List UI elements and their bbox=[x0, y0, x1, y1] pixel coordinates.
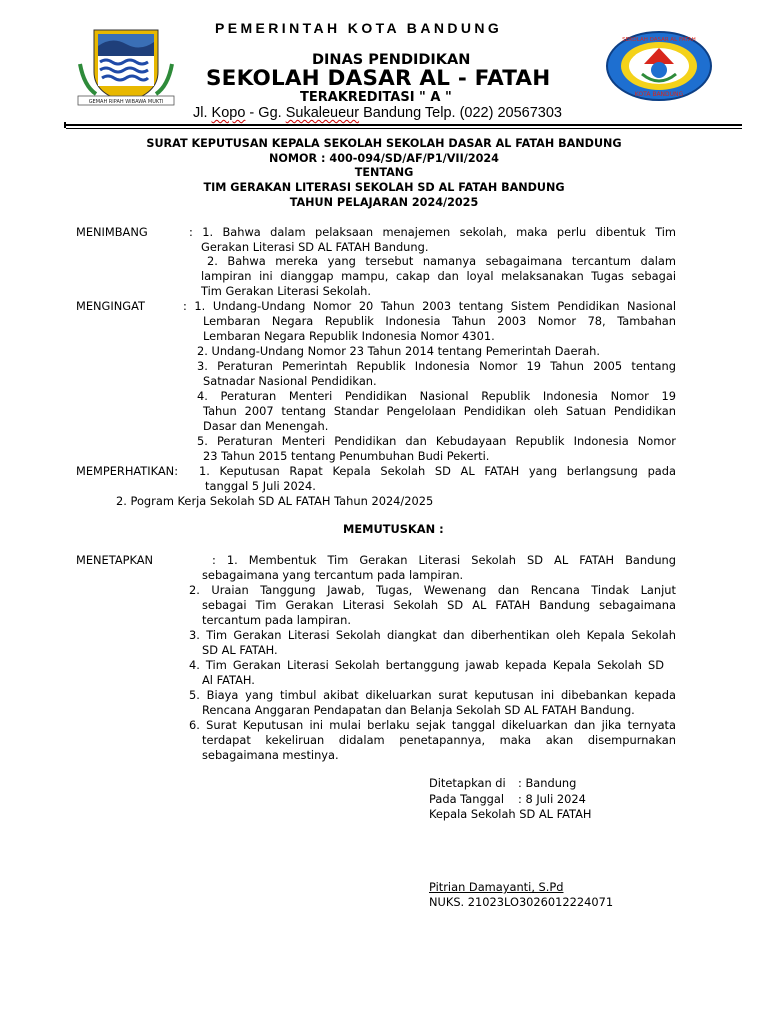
badge-city-text: KOTA BANDUNG bbox=[634, 91, 684, 98]
government-name: PEMERINTAH KOTA BANDUNG bbox=[215, 20, 503, 36]
menetapkan-item-1-cont: sebagaimana yang tercantum pada lampiran. bbox=[202, 568, 464, 582]
mengingat-item-4-cont: Tahun 2007 tentang Standar Pengelolaan Pendidikan oleh Satuan Pendidikan bbox=[203, 404, 676, 418]
mengingat-item-4-end: Dasar dan Menengah. bbox=[203, 419, 329, 433]
school-badge-logo bbox=[604, 30, 714, 102]
spellcheck-flag: Sukaleueur bbox=[285, 105, 360, 121]
menetapkan-item-2: 2. Uraian Tanggung Jawab, Tugas, Wewenang dan Rencana Tindak Lanjut bbox=[189, 583, 676, 597]
menetapkan-item-6-end: sebagaimana mestinya. bbox=[202, 748, 339, 762]
mengingat-item-1-cont: Lembaran Negara Republik Indonesia Tahun 2003 Nomor 78, Tambahan bbox=[203, 314, 676, 328]
menimbang-label: MENIMBANG bbox=[76, 225, 148, 239]
mengingat-label: MENGINGAT bbox=[76, 299, 145, 313]
menetapkan-label: MENETAPKAN bbox=[76, 553, 154, 567]
menetapkan-item-3-cont: SD AL FATAH. bbox=[202, 643, 278, 657]
mengingat-item-4: 4. Peraturan Menteri Pendidikan Nasional Republik Indonesia Nomor 19 bbox=[197, 389, 676, 403]
spellcheck-flag: Kopo bbox=[211, 105, 246, 121]
signatory-nuks: NUKS. 21023LO3026012224071 bbox=[429, 895, 614, 909]
mengingat-item-5: 5. Peraturan Menteri Pendidikan dan Kebudayaan Republik Indonesia Nomor bbox=[197, 434, 676, 448]
menetapkan-item-2-end: tercantum pada lampiran. bbox=[202, 613, 351, 627]
memutuskan-heading: MEMUTUSKAN : bbox=[343, 522, 444, 536]
menetapkan-item-2-cont: sebagai Tim Gerakan Literasi Sekolah SD AL FATAH Bandung sebagaimana bbox=[202, 598, 676, 612]
menetapkan-item-1: : 1. Membentuk Tim Gerakan Literasi Sekolah SD AL FATAH Bandung bbox=[212, 553, 676, 567]
mengingat-item-2: 2. Undang-Undang Nomor 23 Tahun 2014 tentang Pemerintah Daerah. bbox=[197, 344, 600, 358]
agency-name: DINAS PENDIDIKAN bbox=[312, 52, 471, 68]
memperhatikan-item-1: 1. Keputusan Rapat Kepala Sekolah SD AL FATAH yang berlangsung pada bbox=[199, 464, 676, 478]
decree-title: SURAT KEPUTUSAN KEPALA SEKOLAH SEKOLAH DASAR AL FATAH BANDUNG bbox=[146, 137, 622, 150]
decree-number: NOMOR : 400-094/SD/AF/P1/VII/2024 bbox=[269, 152, 499, 165]
decree-subject: TIM GERAKAN LITERASI SEKOLAH SD AL FATAH BANDUNG bbox=[203, 181, 565, 194]
sign-position: Kepala Sekolah SD AL FATAH bbox=[429, 807, 592, 821]
menimbang-point-1: : 1. Bahwa dalam pelaksaan menajemen sekolah, maka perlu dibentuk Tim bbox=[189, 225, 676, 239]
sign-place-label: Ditetapkan di bbox=[429, 776, 506, 790]
memperhatikan-item-2: 2. Pogram Kerja Sekolah SD AL FATAH Tahun 2024/2025 bbox=[116, 494, 434, 508]
sign-date-label: Pada Tanggal bbox=[429, 792, 505, 806]
mengingat-item-1-end: Lembaran Negara Republik Indonesia Nomor 4301. bbox=[203, 329, 495, 343]
menetapkan-item-3: 3. Tim Gerakan Literasi Sekolah diangkat dan diberhentikan oleh Kepala Sekolah bbox=[189, 628, 676, 642]
menimbang-point-2-cont: lampiran ini dianggap mampu, cakap dan loyal melaksanakan Tugas sebagai bbox=[201, 269, 676, 283]
menimbang-point-1-cont: Gerakan Literasi SD AL FATAH Bandung. bbox=[201, 240, 429, 254]
decree-year: TAHUN PELAJARAN 2024/2025 bbox=[289, 196, 479, 209]
mengingat-item-3-cont: Satnadar Nasional Pendidikan. bbox=[203, 374, 377, 388]
crest-motto: GEMAH RIPAH WIBAWA MUKTI bbox=[88, 99, 164, 105]
mengingat-item-1: : 1. Undang-Undang Nomor 20 Tahun 2003 tentang Sistem Pendidikan Nasional bbox=[183, 299, 676, 313]
header-rule-thin bbox=[66, 128, 742, 129]
menetapkan-item-5-cont: Rencana Anggaran Pendapatan dan Belanja Sekolah SD AL FATAH Bandung. bbox=[202, 703, 635, 717]
accreditation: TERAKREDITASI " A " bbox=[300, 90, 452, 105]
badge-ring-text: SEKOLAH DASAR AL FATAH bbox=[622, 37, 696, 43]
memperhatikan-label: MEMPERHATIKAN: bbox=[76, 464, 179, 478]
menimbang-point-2-end: Tim Gerakan Literasi Sekolah. bbox=[201, 284, 371, 298]
bandung-crest-logo bbox=[72, 24, 180, 108]
menetapkan-item-4-cont: Al FATAH. bbox=[202, 673, 255, 687]
memperhatikan-item-1-cont: tanggal 5 Juli 2024. bbox=[205, 479, 316, 493]
sign-date-value: : 8 Juli 2024 bbox=[518, 792, 586, 806]
menetapkan-item-6: 6. Surat Keputusan ini mulai berlaku sejak tanggal dikeluarkan dan jika ternyata bbox=[189, 718, 676, 732]
school-address: Jl. Kopo - Gg. Sukaleueur Bandung Telp. (022) 20567303 bbox=[193, 105, 562, 121]
decree-about: TENTANG bbox=[354, 166, 414, 179]
menetapkan-item-4: 4. Tim Gerakan Literasi Sekolah bertanggung jawab kepada Kepala Sekolah SD bbox=[189, 658, 664, 672]
menetapkan-item-5: 5. Biaya yang timbul akibat dikeluarkan surat keputusan ini dibebankan kepada bbox=[189, 688, 676, 702]
school-name: SEKOLAH DASAR AL - FATAH bbox=[206, 66, 551, 91]
header-rule-thick bbox=[66, 124, 742, 126]
mengingat-item-5-cont: 23 Tahun 2015 tentang Penumbuhan Budi Pekerti. bbox=[203, 449, 490, 463]
mengingat-item-3: 3. Peraturan Pemerintah Republik Indonesia Nomor 19 Tahun 2005 tentang bbox=[197, 359, 676, 373]
menetapkan-item-6-cont: terdapat kekeliruan didalam penetapannya, maka akan disempurnakan bbox=[202, 733, 676, 747]
menimbang-point-2: 2. Bahwa mereka yang tersebut namanya sebagaimana tercantum dalam bbox=[207, 254, 676, 268]
sign-place-value: : Bandung bbox=[518, 776, 577, 790]
signatory-name: Pitrian Damayanti, S.Pd bbox=[429, 880, 564, 894]
